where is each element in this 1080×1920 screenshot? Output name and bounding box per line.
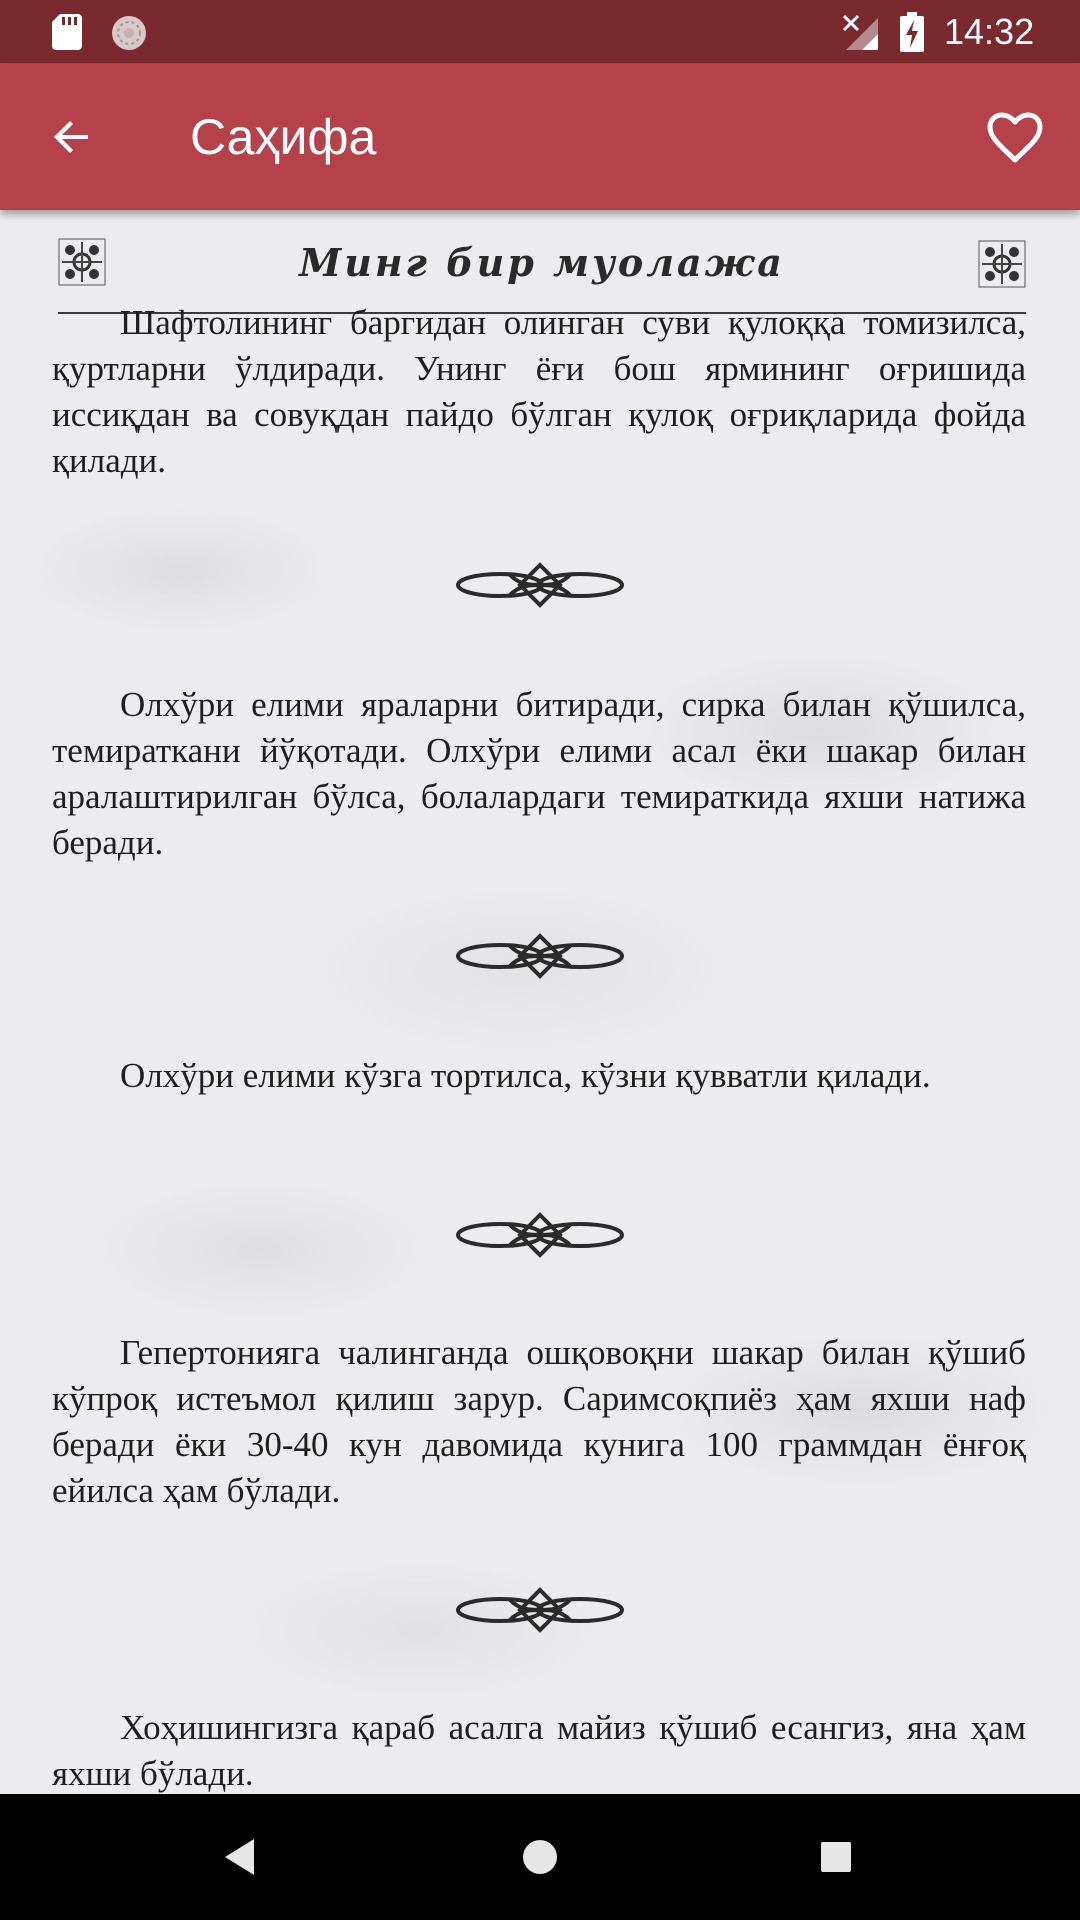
navigation-bar — [0, 1794, 1080, 1920]
home-circle-icon — [520, 1837, 560, 1877]
paragraph: Гепертонияга чалинганда ошқовоқни шакар билан қўшиб кўпроқ истеъмол қилиш зарур. Саримсоқпиёз ҳам яхши наф беради ёки 30-40 кун давомида кунига 100 граммдан ёнғоқ ейилса ҳам бўлади. — [52, 1333, 1026, 1510]
sync-icon — [110, 14, 148, 52]
paragraph: Шафтолининг баргидан олинган суви қулоққа томизилса, қуртларни ўлдиради. Унинг ёғи бош ярмининг оғришида иссиқдан ва совуқдан пайдо бўлган қулоқ оғриқларида фойда қилади. — [52, 303, 1026, 480]
app-bar — [0, 63, 1080, 210]
arrow-back-icon — [48, 113, 96, 161]
heart-outline-icon — [987, 112, 1043, 164]
nav-recents-button[interactable] — [806, 1827, 866, 1887]
nav-back-button[interactable] — [210, 1827, 270, 1887]
ornamental-divider-icon — [450, 926, 630, 986]
recents-square-icon — [818, 1839, 854, 1875]
page-header — [58, 238, 1026, 290]
page-title: Саҳифа — [190, 109, 377, 165]
floral-ornament-icon — [978, 240, 1026, 288]
back-triangle-icon — [222, 1837, 258, 1877]
ornamental-divider-icon — [450, 555, 630, 615]
paragraph: Олхўри елими кўзга тортилса, кўзни қувватли қилади. — [120, 1056, 931, 1095]
ornamental-divider-icon — [450, 1580, 630, 1640]
nav-home-button[interactable] — [510, 1827, 570, 1887]
status-clock: 14:32 — [944, 11, 1035, 52]
sd-card-icon — [52, 14, 82, 50]
page-image-view[interactable] — [0, 210, 1080, 1794]
no-signal-icon — [842, 14, 878, 50]
book-header-title: Минг бир муолажа — [299, 240, 785, 285]
back-button[interactable] — [38, 103, 106, 171]
battery-charging-icon — [900, 12, 924, 52]
favorite-button[interactable] — [980, 103, 1050, 173]
paragraph: Хоҳишингизга қараб асалга майиз қўшиб есангиз, яна ҳам яхши бўлади. — [52, 1708, 1026, 1793]
ornamental-divider-icon — [450, 1205, 630, 1265]
status-bar — [0, 0, 1080, 63]
paragraph: Олхўри елими яраларни битиради, сирка билан қўшилса, темираткани йўқотади. Олхўри елими асал ёки шакар билан аралаштирилган бўлса, болалардаги темираткида яхши натижа беради. — [52, 685, 1026, 862]
